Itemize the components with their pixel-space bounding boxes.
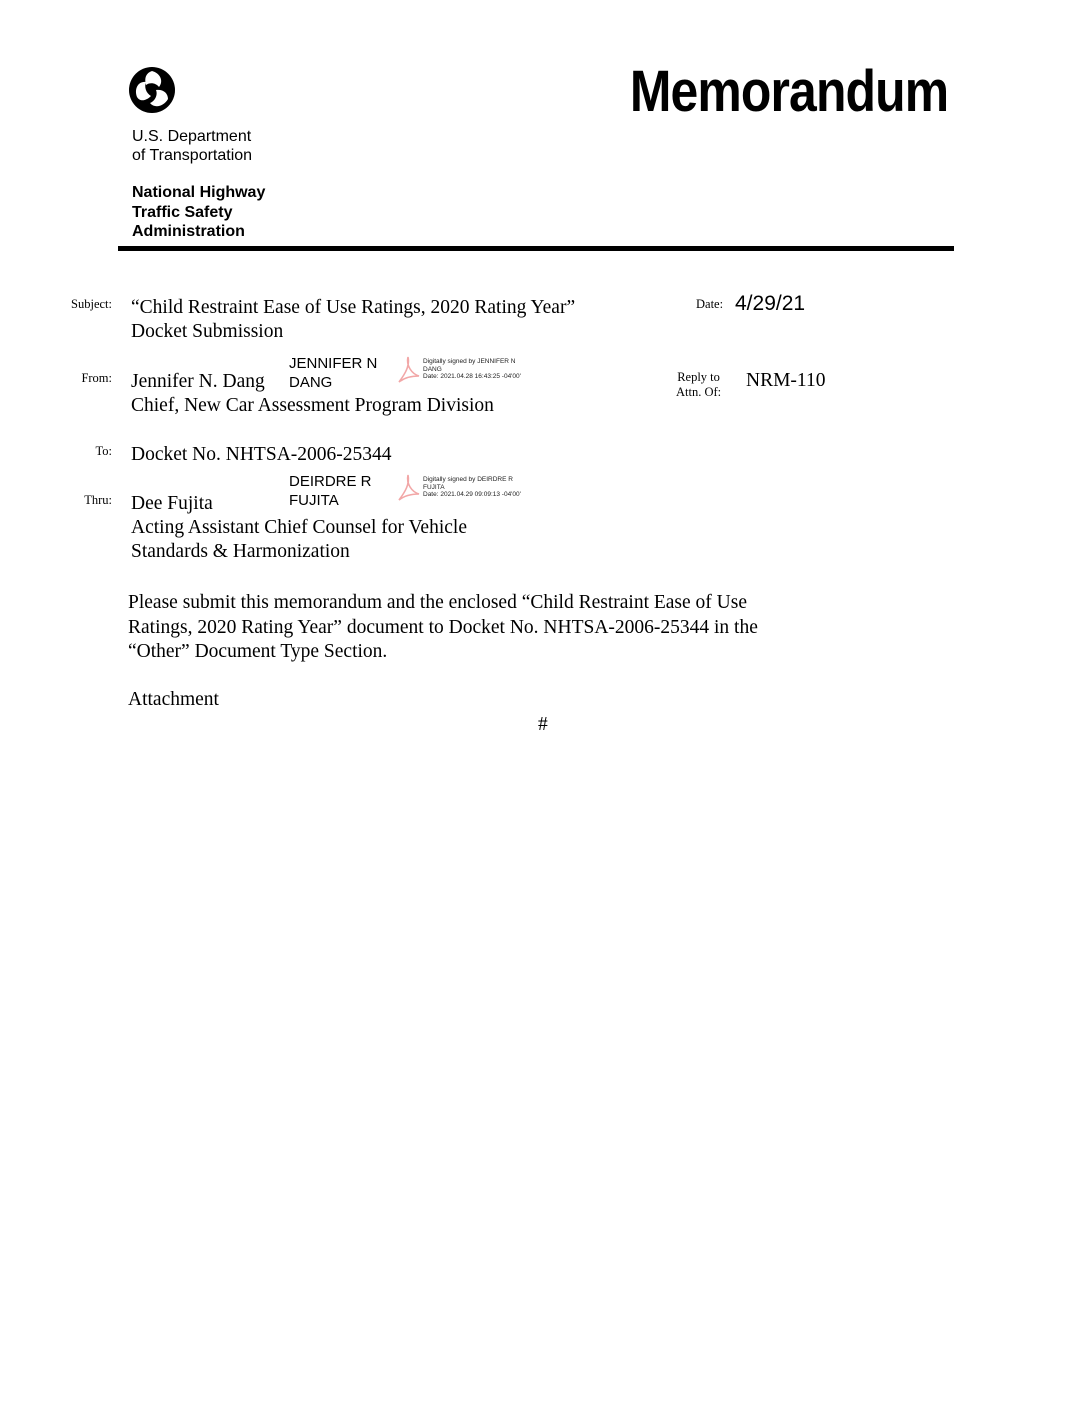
signature-from-detail-line-1: Digitally signed by JENNIFER N (423, 358, 516, 365)
dot-logo-icon (128, 66, 176, 114)
reply-to-value: NRM-110 (746, 370, 826, 391)
reply-to-label-line-1: Reply to (677, 370, 720, 384)
thru-name: Dee Fujita (131, 493, 213, 514)
end-mark: # (538, 714, 548, 735)
signature-thru-detail-line-1: Digitally signed by DEIRDRE R (423, 476, 513, 483)
thru-label: Thru: (84, 493, 112, 507)
to-label: To: (95, 444, 112, 458)
thru-title-line-2: Standards & Harmonization (131, 541, 350, 562)
signature-thru-detail-line-2: FUJITA (423, 483, 445, 491)
signature-mark-icon (396, 472, 422, 502)
to-value: Docket No. NHTSA-2006-25344 (131, 444, 392, 465)
attachment-label: Attachment (128, 689, 219, 710)
signature-thru-detail-line-3: Date: 2021.04.29 09:09:13 -04'00' (423, 491, 521, 498)
subject-label: Subject: (71, 297, 112, 311)
memo-title: Memorandum (629, 59, 948, 124)
body-paragraph (128, 591, 758, 665)
body-line-1: Please submit this memorandum and the enclosed “Child Restraint Ease of Use (128, 592, 747, 613)
signature-from-detail (423, 358, 521, 381)
subject-line-1: “Child Restraint Ease of Use Ratings, 2020 Rating Year” (131, 297, 576, 318)
department-line-1: U.S. Department (132, 128, 252, 145)
agency-name (132, 183, 265, 242)
date-value: 4/29/21 (735, 292, 806, 315)
signature-from-name-line-1: JENNIFER N (289, 355, 378, 372)
body-line-2: Ratings, 2020 Rating Year” document to Docket No. NHTSA-2006-25344 in the (128, 616, 758, 638)
from-title: Chief, New Car Assessment Program Division (131, 395, 494, 416)
from-label: From: (81, 371, 112, 385)
department-line-2: of Transportation (132, 147, 253, 164)
signature-mark-icon (396, 354, 422, 384)
signature-thru-name-line-1: DEIRDRE R (289, 473, 372, 490)
agency-line-1: National Highway (132, 184, 266, 201)
reply-to-label (676, 370, 721, 400)
signature-thru-detail (423, 476, 521, 499)
signature-thru-name-line-2: FUJITA (289, 492, 339, 509)
agency-line-3: Administration (132, 223, 245, 240)
signature-from-detail-line-3: Date: 2021.04.28 16:43:25 -04'00' (423, 373, 521, 380)
signature-from-detail-line-2: DANG (423, 365, 442, 373)
date-label: Date: (696, 297, 724, 311)
agency-line-2: Traffic Safety (132, 203, 233, 221)
signature-from-name-line-2: DANG (289, 374, 333, 391)
department-name (132, 127, 252, 165)
from-name: Jennifer N. Dang (131, 371, 265, 392)
reply-to-label-line-2: Attn. Of: (676, 385, 722, 399)
signature-thru-name (289, 472, 372, 510)
signature-from-name (289, 354, 377, 392)
header-divider (118, 246, 954, 251)
subject-line-2: Docket Submission (131, 321, 284, 342)
body-line-3: “Other” Document Type Section. (128, 641, 388, 662)
thru-title-line-1: Acting Assistant Chief Counsel for Vehicle (131, 517, 467, 538)
